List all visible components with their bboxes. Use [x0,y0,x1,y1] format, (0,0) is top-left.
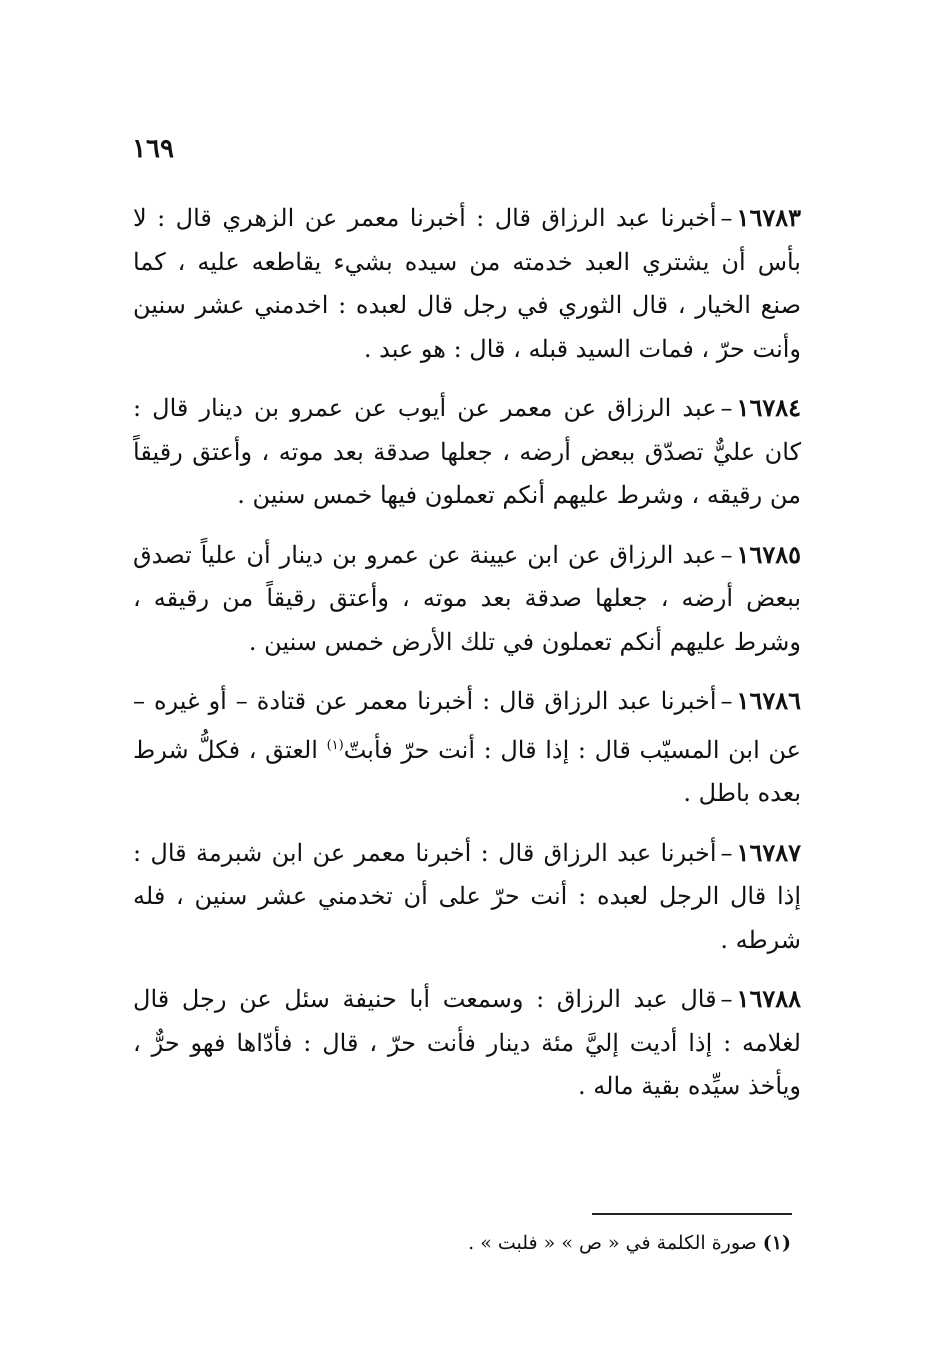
entry-text: عبد الرزاق عن معمر عن أيوب عن عمرو بن دينار قال : كان عليٌّ تصدّق ببعض أرضه ، جعلها صدقة بعد موته ، وأعتق رقيقاً من رقيقه ، وشرط عليهم أنكم تعملون فيها خمس سنين . [133,394,801,509]
entry-number: ١٦٧٨٥ [736,539,801,569]
entries-list [133,196,801,1109]
entry-text: أخبرنا عبد الرزاق قال : أخبرنا معمر عن الزهري قال : لا بأس أن يشتري العبد خدمته من سيده بشيء يقاطعه عليه ، كما صنع الخيار ، قال الثوري في رجل قال لعبده : اخدمني عشر سنين وأنت حرّ ، فمات السيد قبله ، قال : هو عبد . [133,204,801,363]
entry-number: ١٦٧٨٨ [736,984,801,1013]
footnote-text: صورة الكلمة في « ص » « فلبت » . [468,1232,757,1254]
footnote [468,1232,791,1254]
entry-number: ١٦٧٨٧ [736,837,801,867]
footnote-reference: (١) [326,737,344,753]
entry-number: ١٦٧٨٤ [736,393,801,422]
footnote-divider [592,1213,792,1215]
entry-16784: ١٦٧٨٤–عبد الرزاق عن معمر عن أيوب عن عمرو بن دينار قال : كان عليٌّ تصدّق ببعض أرضه ، جعلها صدقة بعد موته ، وأعتق رقيقاً من رقيقه ، وشرط عليهم أنكم تعملون فيها خمس سنين . [133,393,801,509]
entry-16786: ١٦٧٨٦–أخبرنا عبد الرزاق قال : أخبرنا معمر عن قتادة – أو غيره – عن ابن المسيّب قال : إذا قال : أنت حرّ فأبتّ$^{(١)}$ العتق ، فكلُّ شرط بعده باطل . [133,686,802,807]
entry-16787: ١٦٧٨٧–أخبرنا عبد الرزاق قال : أخبرنا معمر عن ابن شبرمة قال : إذا قال الرجل لعبده : أنت حرّ على أن تخدمني عشر سنين ، فله شرطه . [133,837,801,954]
footnote-number: (١) [762,1232,791,1254]
entry-text: أخبرنا عبد الرزاق قال : أخبرنا معمر عن قتادة – أو غيره – عن ابن المسيّب قال : إذا قال : أنت حرّ فأبتّ [133,687,802,764]
page-number: ١٦٩ [132,134,174,164]
entry-16783: ١٦٧٨٣–أخبرنا عبد الرزاق قال : أخبرنا معمر عن الزهري قال : لا بأس أن يشتري العبد خدمته من سيده بشيء يقاطعه عليه ، كما صنع الخيار ، قال الثوري في رجل قال لعبده : اخدمني عشر سنين وأنت حرّ ، فمات السيد قبله ، قال : هو عبد . [133,203,801,363]
entry-text: أخبرنا عبد الرزاق قال : أخبرنا معمر عن ابن شبرمة قال : إذا قال الرجل لعبده : أنت حرّ على أن تخدمني عشر سنين ، فله شرطه . [133,838,801,954]
entry-number: ١٦٧٨٦ [736,686,801,715]
entry-text: قال عبد الرزاق : وسمعت أبا حنيفة سئل عن رجل قال لغلامه : إذا أديت إليَّ مئة دينار فأنت حرّ ، قال : فأدّاها فهو حرٌّ ، ويأخذ سيِّده بقية ماله . [133,985,801,1100]
entry-number: ١٦٧٨٣ [736,203,801,232]
entry-16788: ١٦٧٨٨–قال عبد الرزاق : وسمعت أبا حنيفة سئل عن رجل قال لغلامه : إذا أديت إليَّ مئة دينار فأنت حرّ ، قال : فأدّاها فهو حرٌّ ، ويأخذ سيِّده بقية ماله . [133,984,801,1100]
entry-16785: ١٦٧٨٥–عبد الرزاق عن ابن عيينة عن عمرو بن دينار أن علياً تصدق ببعض أرضه ، جعلها صدقة بعد موته ، وأعتق رقيقاً من رقيقه ، وشرط عليهم أنكم تعملون في تلك الأرض خمس سنين . [133,539,801,656]
entry-text-continued: العتق ، فكلُّ شرط بعده باطل . [133,735,801,807]
entry-text: عبد الرزاق عن ابن عيينة عن عمرو بن دينار أن علياً تصدق ببعض أرضه ، جعلها صدقة بعد موته ، وأعتق رقيقاً من رقيقه ، وشرط عليهم أنكم تعملون في تلك الأرض خمس سنين . [133,540,801,656]
